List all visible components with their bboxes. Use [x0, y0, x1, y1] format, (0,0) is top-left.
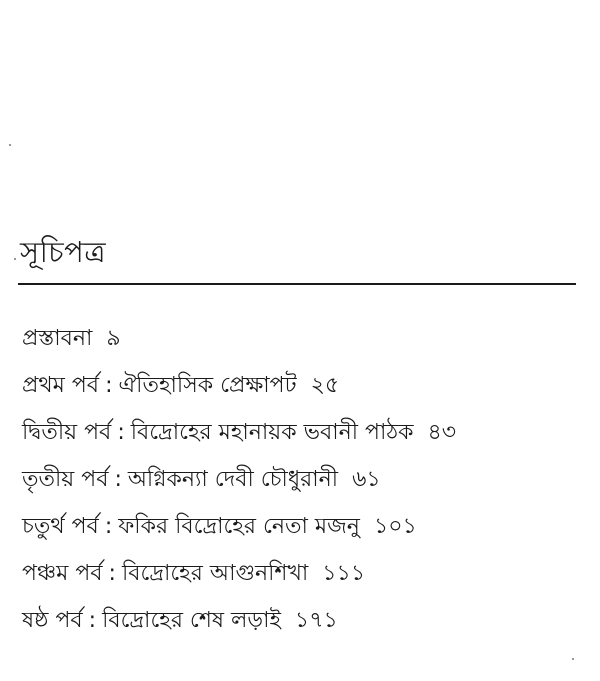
entry-title: বিদ্রোহের মহানায়ক ভবানী পাঠক: [130, 420, 414, 445]
entry-part-label: পঞ্চম পর্ব: [22, 561, 103, 586]
entry-title: অগ্নিকন্যা দেবী চৌধুরানী: [127, 467, 339, 492]
toc-entry-preface: [22, 322, 582, 369]
entry-title: বিদ্রোহের আগুনশিখা: [121, 561, 309, 586]
entry-page-number: ২৫: [310, 373, 340, 398]
entry-part-label: প্রথম পর্ব: [22, 373, 100, 398]
toc-entry-part-6: [22, 604, 582, 651]
entry-page-number: ৪৩: [427, 420, 457, 445]
entry-separator: :: [114, 467, 122, 492]
entry-title: ফকির বিদ্রোহের নেতা মজনু: [118, 514, 360, 539]
entry-page-number: ১৭১: [294, 608, 338, 633]
entry-part-label: ষষ্ঠ পর্ব: [22, 608, 83, 633]
toc-title: সূচিপত্র: [20, 235, 107, 269]
toc-list: [22, 322, 582, 651]
entry-title: বিদ্রোহের শেষ লড়াই: [102, 608, 281, 633]
entry-part-label: তৃতীয় পর্ব: [22, 467, 109, 492]
entry-page-number: ৬১: [352, 467, 381, 492]
entry-title: ঐতিহাসিক প্রেক্ষাপট: [118, 373, 297, 398]
toc-entry-part-2: [22, 416, 582, 463]
toc-entry-part-5: [22, 557, 582, 604]
entry-separator: :: [108, 561, 116, 586]
paper-speck: [14, 258, 16, 260]
entry-separator: :: [117, 420, 125, 445]
entry-part-label: দ্বিতীয় পর্ব: [22, 420, 112, 445]
paper-speck: [572, 658, 574, 660]
entry-separator: :: [105, 373, 113, 398]
entry-separator: :: [104, 514, 113, 539]
entry-title: প্রস্তাবনা: [22, 326, 93, 351]
entry-separator: :: [88, 608, 97, 633]
entry-page-number: ১১১: [322, 561, 366, 586]
toc-entry-part-3: [22, 463, 582, 510]
entry-page-number: ৯: [106, 326, 121, 351]
title-divider: [18, 283, 576, 285]
toc-entry-part-4: [22, 510, 582, 557]
entry-part-label: চতুর্থ পর্ব: [22, 514, 99, 539]
toc-entry-part-1: [22, 369, 582, 416]
paper-speck: [9, 144, 11, 146]
entry-page-number: ১০১: [373, 514, 417, 539]
